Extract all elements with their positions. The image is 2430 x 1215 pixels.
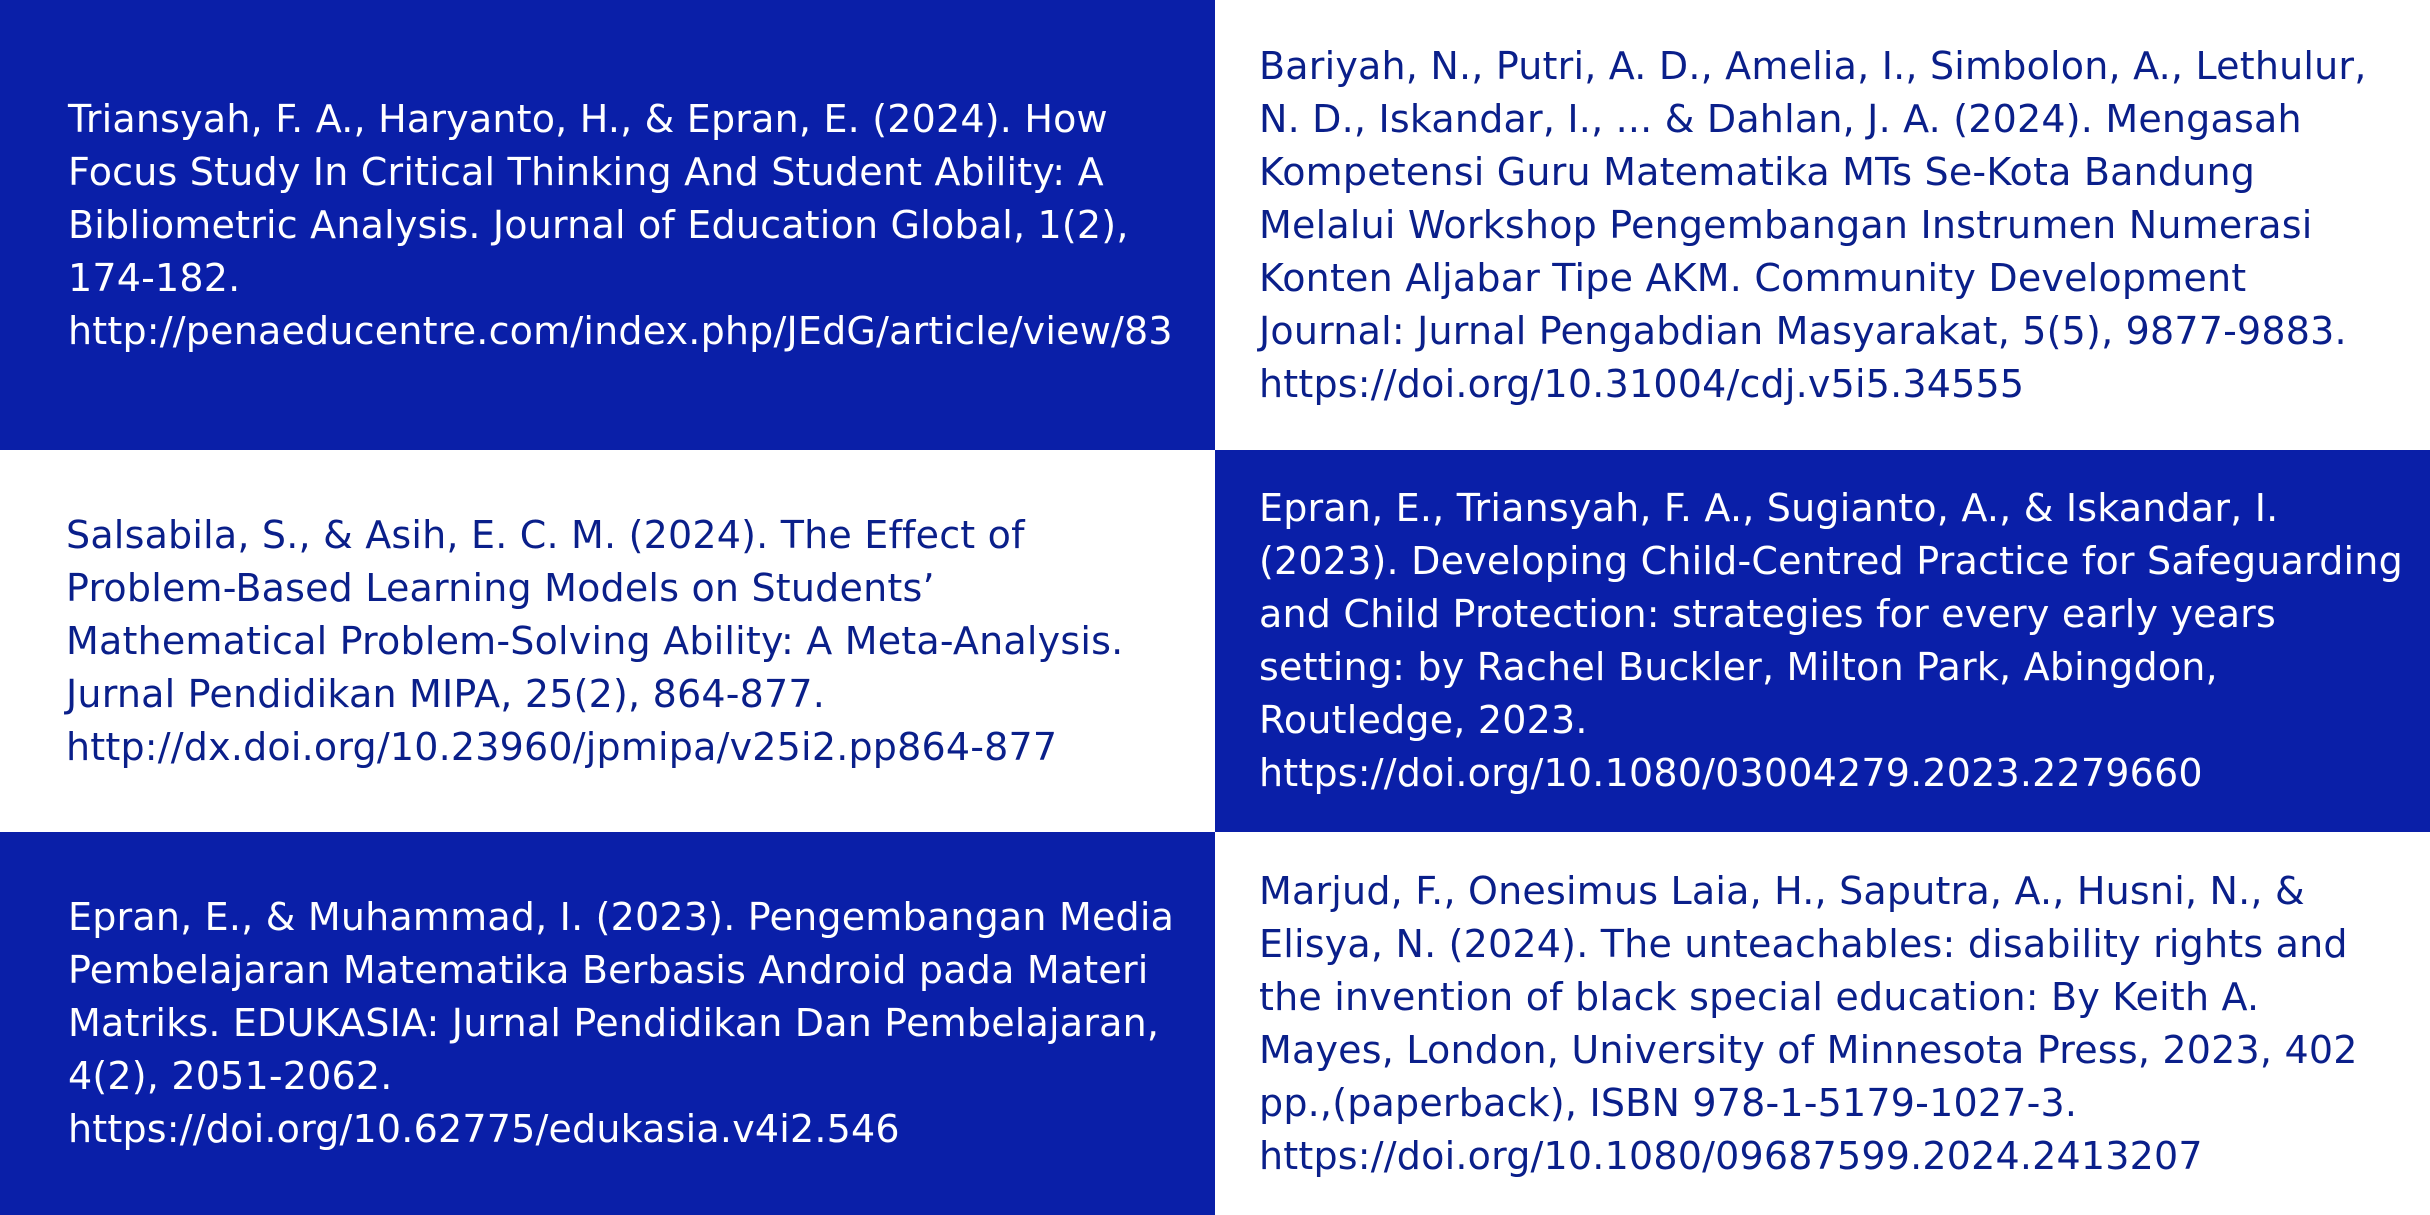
reference-panel-3 xyxy=(0,450,1215,832)
reference-text: Salsabila, S., & Asih, E. C. M. (2024). The Effect of Problem-Based Learning Models on Students’ Mathematical Problem-Solving Ability: A Meta-Analysis. Jurnal Pendidikan MIPA, 25(2), 864-877. http://dx.doi.org/10.23960/jpmipa/v25i2.pp864-877 xyxy=(66,512,1124,769)
reference-panel-1 xyxy=(0,0,1215,450)
reference-panel-5 xyxy=(0,832,1215,1215)
reference-text: Bariyah, N., Putri, A. D., Amelia, I., Simbolon, A., Lethulur, N. D., Iskandar, I., ... & Dahlan, J. A. (2024). Mengasah Kompetensi Guru Matematika MTs Se-Kota Bandung Melalui Workshop Pengembangan Instrumen Numerasi Konten Aljabar Tipe AKM. Community Development Journal: Jurnal Pengabdian Masyarakat, 5(5), 9877-9883. https://doi.org/10.31004/cdj.v5i5.34555 xyxy=(1259,43,2367,406)
reference-panel-4 xyxy=(1215,450,2430,832)
reference-text: Triansyah, F. A., Haryanto, H., & Epran, E. (2024). How Focus Study In Critical Thinking And Student Ability: A Bibliometric Analysis. Journal of Education Global, 1(2), 174-182. http://penaeducentre.com/index.php/JEdG/article/view/83 xyxy=(68,96,1173,353)
reference-text: Epran, E., & Muhammad, I. (2023). Pengembangan Media Pembelajaran Matematika Berbasis Android pada Materi Matriks. EDUKASIA: Jurnal Pendidikan Dan Pembelajaran, 4(2), 2051-2062. https://doi.org/10.62775/edukasia.v4i2.546 xyxy=(68,895,1175,1151)
reference-panel-2 xyxy=(1215,0,2430,450)
reference-text: Epran, E., Triansyah, F. A., Sugianto, A., & Iskandar, I. (2023). Developing Child-Centred Practice for Safeguarding and Child Protection: strategies for every early years setting: by Rachel Buckler, Milton Park, Abingdon, Routledge, 2023. https://doi.org/10.1080/03004279.2023.2279660 xyxy=(1259,486,2403,795)
reference-panel-6 xyxy=(1215,832,2430,1215)
reference-text: Marjud, F., Onesimus Laia, H., Saputra, A., Husni, N., & Elisya, N. (2024). The unteachables: disability rights and the invention of black special education: By Keith A. Mayes, London, University of Minnesota Press, 2023, 402 pp.,(paperback), ISBN 978-1-5179-1027-3. https://doi.org/10.1080/09687599.2024.2413207 xyxy=(1259,868,2358,1178)
